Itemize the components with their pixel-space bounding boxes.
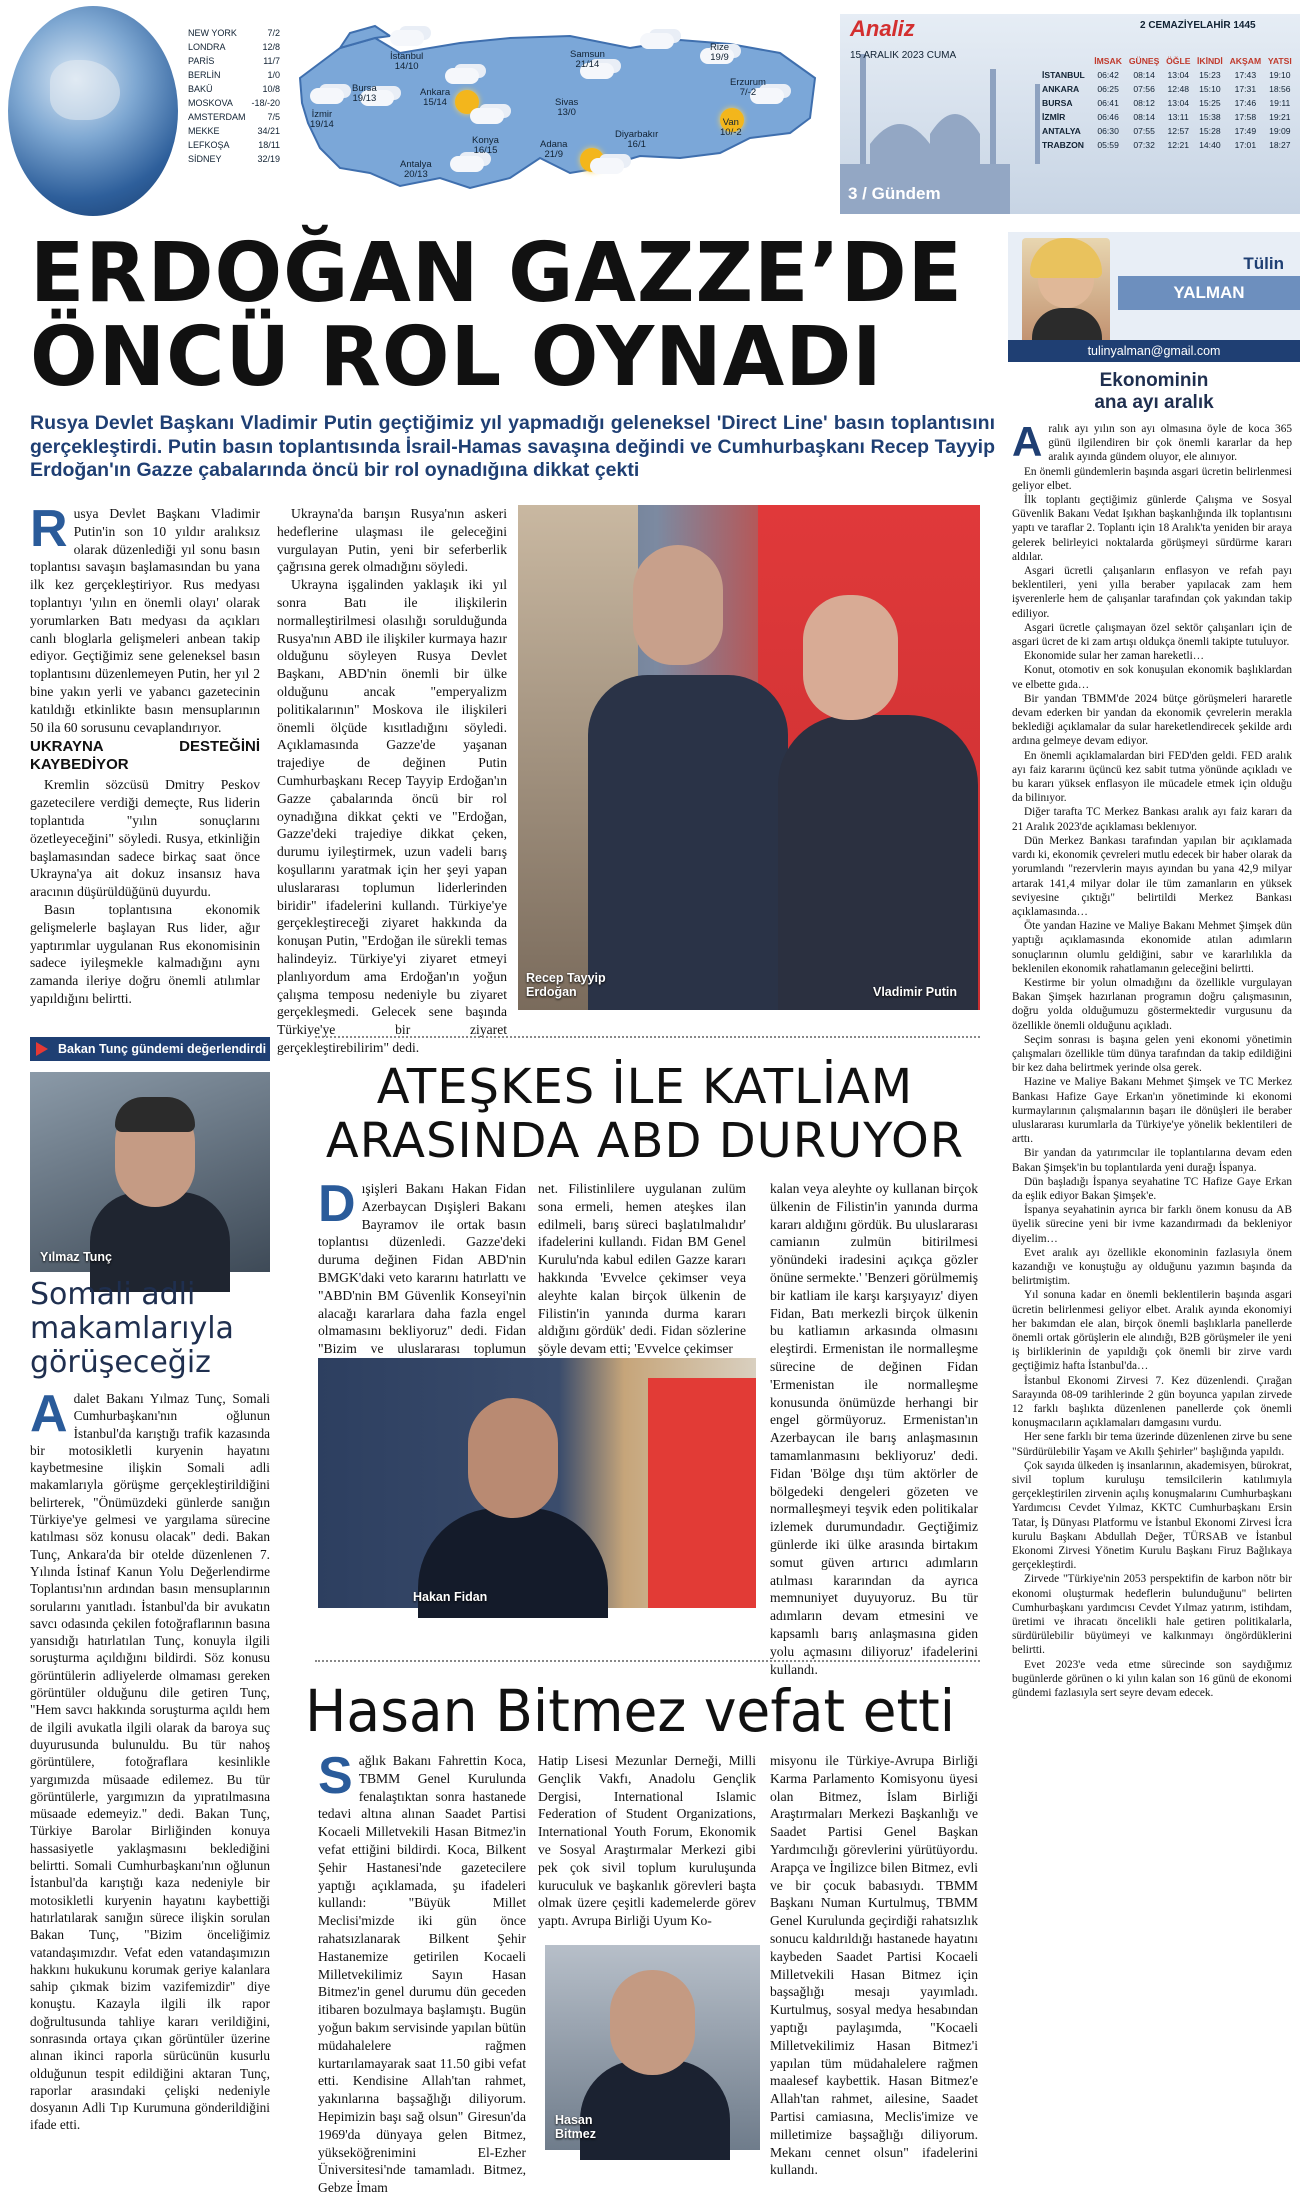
prayer-city: İZMİR (1042, 112, 1066, 122)
weather-row (185, 124, 283, 138)
map-city-izmir: İzmir 19/14 (310, 109, 334, 130)
weather-city: MOSKOVA (188, 98, 233, 108)
prayer-header: İKİNDİ (1196, 56, 1223, 66)
section-label: 3 / Gündem (848, 184, 941, 203)
weather-row (185, 26, 283, 40)
prayer-time: 05:59 (1097, 140, 1119, 150)
fidan-photo (318, 1358, 756, 1608)
column-title: Ekonominin ana ayı aralık (1094, 370, 1214, 413)
prayer-city: TRABZON (1042, 140, 1085, 150)
column-paragraph: Evet aralık ayı özellikle ekonominin fazlasıyla önem kazandığı ve konuştuğu ay olduğunu yazımın başında da belirtmiştim. (1012, 1246, 1292, 1288)
prayer-time: 19:21 (1269, 112, 1291, 122)
column-paragraph: Öte yandan Hazine ve Maliye Bakanı Mehmet Şimşek dün yaptığı açıklamasında ekonomide atılan adımların sonuçlarının olumlu geldiğini, sabır ve kararlılıkla da beklenilen ekonomik rahatlamanın geleceğini belirtti. (1012, 920, 1292, 975)
column-paragraph: Dün başladığı İspanya seyahatine TC Hafize Gaye Erkan da eşlik ediyor Bakan Şimşek'e. (1012, 1175, 1292, 1202)
weather-row (185, 68, 283, 82)
column-paragraph: Ekonomide sular her zaman hareketli… (1024, 650, 1205, 663)
prayer-time: 17:46 (1234, 98, 1257, 108)
bitmez-photo (545, 1945, 760, 2150)
prayer-row (1040, 68, 1295, 82)
column-paragraph: Seçim sonrası is başına gelen yeni ekonomi yönetimin çalışmaları özellikle tüm dünya tarafından da takip edildiğini bir kez daha belirtmek yerinde olsa gerek. (1012, 1033, 1292, 1075)
prayer-city: ANKARA (1042, 84, 1080, 94)
map-city-antalya: Antalya 20/13 (400, 159, 432, 180)
weather-row (185, 82, 283, 96)
photo-caption-erdogan: Recep Tayyip Erdoğan (526, 971, 606, 999)
separator-line (315, 1036, 980, 1038)
prayer-header: İMSAK (1094, 56, 1122, 66)
weather-row (185, 110, 283, 124)
prayer-time: 19:09 (1269, 126, 1291, 136)
photo-caption-putin: Vladimir Putin (873, 985, 958, 999)
column-paragraph: Hazine ve Maliye Bakanı Mehmet Şimşek ve TC Merkez Bankası Hafize Gaye Erkan'ın yönetiminde ki ekonomi kurmaylarının çalışmalarının başarı ile dönüşleri ile beraber uluslararası kurumlarla da Türkiye'ye yönelik beklentileri de arttı. (1012, 1076, 1292, 1146)
masthead-block (840, 14, 1300, 214)
main-headline: ERDOĞAN GAZZE’DE ÖNCÜ ROL OYNADI (30, 226, 963, 405)
world-weather-table (185, 26, 280, 166)
weather-row (185, 138, 283, 152)
prayer-time: 17:31 (1234, 84, 1257, 94)
column-paragraph: Her sene farklı bir tema üzerinde düzenlenen zirve bu sene "Sürdürülebilir Yaşam ve Akıllı Şehirler" başlığında yapıldı. (1012, 1431, 1292, 1458)
map-city-rize: Rize 19/9 (710, 42, 730, 63)
prayer-city: İSTANBUL (1042, 70, 1085, 80)
photo-caption-bitmez: Hasan Bitmez (555, 2113, 596, 2141)
map-city-bursa: Bursa 19/13 (352, 83, 377, 104)
issue-date: 15 ARALIK 2023 CUMA (850, 50, 957, 61)
tunc-tag: Bakan Tunç gündemi değerlendirdi (30, 1037, 270, 1061)
prayer-time: 15:38 (1199, 112, 1221, 122)
prayer-time: 13:11 (1167, 112, 1189, 122)
bitmez-col-2: Hatip Lisesi Mezunlar Derneği, Milli Gençlik Vakfı, Anadolu Gençlik Dergisi, International Islamic Federation of Student Organizations, International Youth Forum, Ekonomik ve Sosyal Araştırmalar Merkezi gibi pek çok sivil toplum kuruluşunda kuruculuk ve başkanlık görevleri başta olmak üzere çeşitli kademelerde görev yaptı. Avrupa Birliği Uyum Ko- (538, 1753, 756, 1929)
main-deck: Rusya Devlet Başkanı Vladimir Putin geçtiğimiz yıl yapmadığı geleneksel 'Direct Line' basın toplantısını gerçekleştirdi. Putin basın toplantısında İsrail-Hamas savaşına değindi ve Cumhurbaşkanı Recep Tayyip Erdoğan'ın Gazze çabalarında öncü bir rol oynadığına dikkat çekti (30, 412, 995, 481)
prayer-time: 13:04 (1167, 98, 1190, 108)
bitmez-col-1: Sağlık Bakanı Fahrettin Koca, TBMM Genel Kurulunda fenalaştıktan sonra hastanede tedavi altına alınan Saadet Partisi Kocaeli Milletvekili Hasan Bitmez'in vefat ettiğini bildirdi. Koca, Bilkent Şehir Hastanesi'nde gazetecilere yaptığı açıklamada, şu ifadeleri kullandı: "Büyük Millet Meclisi'mizde iki gün önce rahatsızlanarak Bilkent Şehir Hastanemize getirilen Kocaeli Milletvekilimiz Sayın Hasan Bitmez'in genel durumu dün geceden itibaren bozulmaya başlamıştı. Bugün yoğun bakım servisinde yapılan bütün müdahalelere rağmen kurtarılamayarak saat 11.50 gibi vefat etti. Kendisine Allah'tan rahmet, yakınlarına başsağlığı diliyorum. Hepimizin başı sağ olsun" Giresun'da 1969'da dünyaya gelen Bitmez, yükseköğrenimini El-Ezher Üniversitesi'nde tamamladı. Bitmez, Gebze İmam (318, 1747, 526, 2196)
author-photo (1022, 238, 1110, 346)
weather-row (185, 96, 283, 110)
weather-temp: 32/19 (257, 154, 281, 164)
prayer-time: 14:40 (1199, 140, 1221, 150)
bitmez-col-3: misyonu ile Türkiye-Avrupa Birliği Karma Parlamento Komisyonu üyesi olan Bitmez, İslam Birliği Araştırmaları Merkezi Başkanlığı ve Saadet Partisi Genel Başkan Yardımcılığı görevlerini yürütüyordu. Arapça ve İngilizce bilen Bitmez, evli ve bir çocuk babasıydı. TBMM Başkanı Numan Kurtulmuş, TBMM Genel Kurulunda geçirdiği rahatsızlık sonucu kaldırıldığı hastanede hayatını kaybeden Saadet Partisi Kocaeli Milletvekili Hasan Bitmez için başsağlığı mesajı yayımladı. Kurtulmuş, sosyal medya hesabından yaptığı paylaşımda, "Kocaeli Milletvekilimiz Hasan Bitmez'i yapılan tüm müdahalelere rağmen maalesef kaybettik. Hasan Bitmez'e Allah'tan rahmet, ailesine, Saadet Partisi camiasına, Meclis'imize ve milletimize başsağlığı diliyorum. Mekanı cennet olsun" ifadelerini kullandı. (770, 1753, 978, 2178)
weather-temp: 7/5 (267, 112, 281, 122)
prayer-row (1040, 124, 1295, 138)
turkey-weather-map (280, 8, 830, 213)
column-paragraph: Yıl sonuna kadar en önemli beklentilerin başında asgari ücretin belirlenmesi geliyor elbet. Aralık ayında ekonomiyi her bakımdan ele alan, birçok önemli başlıklarla panellerde önemli ortak görüşlerin ele alındığı, B2B görüşmeler ile yeni iş birliklerinin de yapıldığı çok önemli bir zirve vardı geçtiğimiz hafta İstanbul'da… (1012, 1289, 1292, 1373)
prayer-time: 17:43 (1234, 70, 1257, 80)
weather-city: LEFKOŞA (188, 140, 230, 150)
prayer-header: AKŞAM (1229, 56, 1262, 66)
map-city-samsun: Samsun 21/14 (570, 49, 605, 70)
weather-row (185, 152, 283, 166)
prayer-time: 12:57 (1167, 126, 1190, 136)
prayer-header: ÖĞLE (1166, 56, 1191, 66)
column-paragraph: Zirvede "Türkiye'nin 2053 perspektifin de karbon nötr bir ekonomi oluşturmak hedeflerin bulunduğunu" belirten Cumhurbaşkanı yardımcısı Cevdet Yılmaz yatırım, istihdam, üretimi ve ihracatı öncelikli hale getiren politikalarla, sürdürülebilir büyümeyi ve kalkınmayı öngördüklerini belirtti. (1012, 1573, 1292, 1657)
prayer-time: 07:56 (1133, 84, 1155, 94)
map-city-erzurum: Erzurum 7/-2 (730, 77, 766, 98)
map-city-sivas: Sivas 13/0 (555, 97, 579, 118)
prayer-time: 17:58 (1234, 112, 1257, 122)
column-paragraph: Evet 2023'e veda etme sürecinde son saydığımız bugünlerde görünen o ki yılın kalan son 16 günü de ekonomi gündemi fazlasıyla sert seyre devam edecek. (1012, 1658, 1292, 1700)
logo[interactable]: Analiz (850, 16, 915, 41)
map-city-van: Van 10/-2 (720, 117, 742, 138)
column-paragraph: Kestirme bir yolun olmadığını da özellikle vurgulayan Bakan Şimşek hazırlanan programın doğru çalışmasının, doğru yolda olduğumuzu göstermektedir vurgusunu da özellikle önemli olduğunu açıkladı. (1012, 976, 1292, 1032)
map-city-istanbul: İstanbul 14/10 (390, 51, 424, 72)
column-header (1008, 232, 1300, 362)
prayer-time: 15:10 (1199, 84, 1221, 94)
author-last-name: YALMAN (1118, 276, 1300, 310)
fidan-col-1: Dışişleri Bakanı Hakan Fidan Azerbaycan Dışişleri Bakanı Bayramov ile ortak basın toplantısı düzenledi. Gazze'deki duruma değinen Fidan ABD'nin BMGK'daki veto kararını hatırlattı ve "ABD'nin BM Güvenlik Konseyi'nin alacağı kararlara daha fazla engel olmamasını bekliyoruz" dedi. Fidan "Bizim ve uluslararası toplumun (318, 1175, 526, 1357)
weather-city: BAKÜ (188, 84, 213, 94)
column-paragraph: İstanbul Ekonomi Zirvesi 7. Kez düzenlendi. Çırağan Sarayında 08-09 tarihlerinde 2 gün boyunca yapılan zirvede 12 farklı başlıkta düzenlenen panellerde çok önemli konuşmacıların açıklamaları damgasını vurdu. (1012, 1374, 1292, 1430)
erdogan-putin-photo (518, 505, 980, 1010)
column-paragraph: Konut, otomotiv en sok konuşulan ekonomik başlıklardan ve elbette gıda… (1012, 664, 1292, 691)
author-email[interactable]: tulinyalman@gmail.com (1008, 340, 1300, 362)
prayer-time: 06:30 (1097, 126, 1119, 136)
separator-line-2 (315, 1660, 980, 1662)
column-paragraph: ralık ayı yılın son ayı olmasına öyle de koca 365 günü ilgilendiren bir çok önemli kararlar da hep aralık ayında gündem oluyor, ele alınıyor. (1048, 423, 1292, 464)
photo-caption-tunc: Yılmaz Tunç (40, 1250, 113, 1264)
prayer-time: 15:23 (1199, 70, 1221, 80)
weather-temp: 18/11 (258, 140, 281, 150)
weather-city: LONDRA (188, 42, 226, 52)
prayer-time: 12:48 (1167, 84, 1190, 94)
column-paragraph: Bir yandan da yatırımcılar ile toplantılarına devam eden Bakan Şimşek'in bu toplantılarda yeni durağı İspanya. (1012, 1147, 1292, 1174)
weather-city: SİDNEY (188, 154, 222, 164)
column-paragraph: Asgari ücretli çalışanların enflasyon ve refah payı beklentileri, yeni yılla beraber yapılacak zam hem işverenlerle hem de çalışanlar tarafından çok yakından takip ediliyor. (1012, 565, 1292, 620)
fidan-headline: ATEŞKES İLE KATLİAM ARASINDA ABD DURUYOR (325, 1059, 965, 1169)
prayer-times-table (1040, 54, 1295, 152)
map-city-konya: Konya 16/15 (472, 135, 499, 156)
prayer-time: 15:28 (1199, 126, 1221, 136)
author-first-name: Tülin (1243, 254, 1284, 273)
prayer-row (1040, 96, 1295, 110)
prayer-time: 08:14 (1133, 70, 1155, 80)
photo-caption-fidan: Hakan Fidan (413, 1590, 488, 1604)
prayer-header: GÜNEŞ (1128, 56, 1160, 66)
column-paragraph: Bir yandan TBMM'de 2024 bütçe görüşmeleri hararetle devam ederken bir yandan da ekonomik çevrelerin merakla beklediği açıklamalar da sular hareketlendirecek şekilde ardı ardına gelmeye devam ediyor. (1012, 692, 1292, 748)
tunc-photo (30, 1072, 270, 1272)
weather-row (185, 40, 283, 54)
map-city-adana: Adana 21/9 (540, 139, 568, 160)
weather-city: PARİS (188, 56, 215, 66)
prayer-time: 18:56 (1269, 84, 1291, 94)
bitmez-headline: Hasan Bitmez vefat etti (305, 1677, 956, 1745)
prayer-time: 06:25 (1097, 84, 1119, 94)
prayer-time: 19:11 (1269, 98, 1291, 108)
column-paragraph: Diğer tarafta TC Merkez Bankası aralık ayı faiz kararı da 21 Aralık 2023'de açıklaması beklenıyor. (1012, 806, 1292, 833)
column-paragraph: En önemli gündemlerin başında asgari ücretin belirlenmesi geliyor elbet. (1012, 465, 1292, 492)
column-paragraph: Dün Merkez Bankası tarafından yapılan bir açıklamada vardı ki, ekonomik çevreleri mutlu edecek bir haber olarak da yorumlandı "rezervlerin mayıs ayından bu yana 42,9 milyar artarak 141,4 milyar dolar ile tüm zamanların en yüksek seviyesine çıktığı" belirtildi Merkez Bankası açıklamasında… (1012, 834, 1292, 918)
prayer-time: 17:01 (1234, 140, 1257, 150)
map-city-diyarbakir: Diyarbakır 16/1 (615, 129, 659, 150)
tunc-body: Adalet Bakanı Yılmaz Tunç, Somali Cumhurbaşkanı'nın oğlunun İstanbul'da karıştığı trafik kazasında bir motosikletli kuryenin hayatını kaybetmesine ilişkin Somali adli makamlarıyla görüşme gerçekleştirildiğini belirterek, "Önümüzdeki günlerde sanığın Türkiye'ye gelmesi ve yargılama sürecine katılması söz konusu olacak" dedi. Bakan Tunç, Ankara'da bir otelde düzenlenen 7. Yılında İstinaf Kanun Yolu Değerlendirme Toplantısı'nın ardından basın mensuplarının sorularını yanıtladı. İstanbul'da bir avukatın savcı odasında çekilen fotoğraflarının basına yansıdığı hatırlatılan Tunç, konuyla ilgili soruşturma açıldığını bildirdi. Söz konusu görüntülerin adliyelerde olmaması gereken görüntüler olduğunu dile getiren Tunç, "Hem savcı hakkında soruşturma açıldı hem de ilgili avukatla ilgili olarak da baroya suç duyurusunda bulunuldu. Bu tür nahoş görüntülere, fotoğraflara kesinlikle yargımızda müsaade edilemez. Bu tür görüntülerle, yargımızın da yıpratılmasına müsaade edemeyiz." dedi. Bakan Tunç, Türkiye Barolar Birliğinden konuya hassasiyetle yaklaşmasını beklediğini belirtti. Somali Cumhurbaşkanı'nın oğlunun İstanbul'da karıştığı kaza nedeniyle bir motosikletli kuryenin hayatını kaybettiği hatırlatılarak sanığın sürece ilişkin sorulan Bakan Tunç, "Bizim önceliğimiz vatandaşımızdır. Vefat eden vatandaşımızın hakkını hukukunu korumak geriye kalanlara sahip çıkmak bizim vazifemizdir" diye konuştu. Kazayla ilgili ilk rapor doğrultusunda tahliye kararı verildiğini, sonrasında ortaya çıkan görüntüler üzerine alınan ikinci raporla sürücünün kusurlu olduğunun tespit edildiğini aktaran Tunç, raporlar arasındaki çelişki nedeniyle dosyanın Adli Tıp Kurumuna gönderildiğini ifade etti. (30, 1385, 270, 2133)
fidan-col-3: kalan veya aleyhte oy kullanan birçok ülkenin de Filistin'in yanında durma kararı aldığını gördük. Bu uluslararası camianın zulmün bitirilmesi yönündeki iradesini açıkça gözler önüne sermekte.' 'Benzeri görülmemiş bir katliam ile karşı karşıyayız' diyen Fidan, Batı merkezli birçok ülkenin bu katliamın arkasında olmasını eleştirdi. Ermenistan ile normalleşme sürecine de değinen Fidan 'Ermenistan ile normalleşme konusunda önümüzde herhangi bir engel görmüyoruz. Ermenistan'ın Azerbaycan ile barış anlaşmasının tamamlanmasını bekliyoruz' dedi. Fidan 'Bölge dışı tüm aktörler de bölgedeki dengeleri gözeten ve normalleşmeyi teşvik eden politikalar izlemek durumundadır. Geçtiğimiz günlerde iki ülke arasında birtakım somut güven artırıcı adımların atılması kararından da ayrıca memnuniyet duyuyoruz. Bu tür adımların devam etmesini ve kapsamlı barış anlaşmasına giden yolu açmasını diliyoruz' ifadelerini kullandı. (770, 1181, 978, 1677)
prayer-row (1040, 138, 1295, 152)
weather-temp: 7/2 (267, 28, 281, 38)
hijri-date: 2 CEMAZİYELAHİR 1445 (1140, 20, 1256, 31)
weather-row (185, 54, 283, 68)
prayer-time: 18:27 (1269, 140, 1291, 150)
fidan-col-2: net. Filistinlilere uygulanan zulüm sona ermeli, hemen ateşkes ilan edilmeli, barış süreci başlatılmalıdır' ifadelerini kullandı. Fidan BM Genel Kurulu'nda kabul edilen Gazze kararı hakkında 'Evvelce çekimser veya aleyhte kalan birçok ülkenin de Filistin'in yanında durma kararı aldığını gördük' dedi. Fidan sözlerine şöyle devam etti; 'Evvelce çekimser (538, 1181, 746, 1357)
column-paragraph: Asgari ücretle çalışmayan özel sektör çalışanları için de asgari ücret de ki zam artışı oldukça önemli takipte tutuluyor. (1012, 621, 1292, 649)
prayer-time: 08:14 (1133, 112, 1155, 122)
prayer-time: 06:41 (1097, 98, 1119, 108)
prayer-time: 06:42 (1097, 70, 1119, 80)
prayer-time: 07:32 (1133, 140, 1155, 150)
prayer-time: 17:49 (1234, 126, 1257, 136)
prayer-city: ANTALYA (1042, 126, 1081, 136)
weather-city: AMSTERDAM (188, 112, 246, 122)
prayer-time: 15:25 (1199, 98, 1221, 108)
main-col-1: Rusya Devlet Başkanı Vladimir Putin'in son 10 yıldır aralıksız olarak düzenlediği yıl sonu basın toplantısı savaşın başlamasından bu yana ilk kez gerçekleştiriyor. Rus medyası toplantıyı 'yılın en önemli olayı' olarak yorumlarken Batı medyası da açıkları canlı bloglarla gelişmeleri anbean takip ediyor. Geçtiğimiz sene geleneksel basın toplantısını düzenlemeyen Putin, her yıl 2 bine yakın yerli ve yabancı gazetecinin katıldığı etkinlikte basın mensuplarının 50 ila 60 sorusunu cevaplandırıyor. UKRAYNA DESTEĞİNİ KAYBEDİYOR Kremlin sözcüsü Dmitry Peskov gazetecilere verdiği demeçte, Rus liderin toplantıda "yılın sonuçlarını özetleyeceğini" söyledi. Rusya, etkinliğin başlamasından sadece birkaç saat önce Ukrayna'ya ait dokuz insansız hava aracının düşürüldüğünü duyurdu. Basın toplantısına ekonomik gelişmelerle başlayan Rus lider, ağır yaptırımlar uygulanan Rus ekonomisinin sadece iyileşmekle kalmadığını aynı zamanda ileriye doğru önemli atılımlar yapıldığını belirtti. (30, 500, 260, 1006)
column-paragraph: İspanya seyahatinin ayrıca bir farklı önem konusu da AB üyelik sürecine yeni bir ivme kazandırmadı da bekleniyor diyelim… (1012, 1204, 1292, 1245)
column-paragraph: Çok sayıda ülkeden iş insanlarının, akademisyen, bürokrat, sivil toplum kuruluşu temsilcilerin katılımıyla gerçekleştirilen zirvenin açılış konuşmalarını Cumhurbaşkanı Yardımcısı Cevdet Yılmaz, KKTC Cumhurbaşkanı Ersin Tatar, İş Dünyası Platformu ve İstanbul Ekonomi Zirvesi İcra kurulu Başkanı Abdullah Değer, TÜRSAB ve İstanbul Ekonomi Zirvesi Yönetim Kurulu Başkanı Firuz Bağlıkaya gerçekleştirdi. (1012, 1459, 1292, 1572)
weather-temp: 1/0 (267, 70, 281, 80)
weather-temp: 10/8 (262, 84, 281, 94)
main-col-2: Ukrayna'da barışın Rusya'nın askeri hedeflerine ulaşması ile geleceğini vurgulayan Putin, yeni bir seferberlik çağrısına gerek olmadığını söyledi. Ukrayna işgalinden yaklaşık iki yıl sonra Batı ile ilişkilerin normalleştirilmesi olasılığı sorulduğunda Rusya'nın ABD ile ilişkiler kurmaya hazır olduğunu söyleyen Rusya Devlet Başkanı, ABD'nin önemli bir ülke olduğunu ancak "emperyalizm politikalarının" Moskova ile ilişkileri önemli ölçüde kısıtladığını söyledi. Açıklamasında Gazze'de yaşanan trajediye de değinen Putin Cumhurbaşkanı Recep Tayyip Erdoğan'ın Gazze çabalarında öncü bir rol oynadığına dikkat çekti ve "Erdoğan, Gazze'deki trajediye dikkat çeken, durumu iyileştirmek, uzun vadeli barış koşullarını yaratmak için her şeyi yapan uluslararası toplumun liderlerinden biridir" ifadelerini kullandı. Türkiye'ye gerçekleştireceği ziyaret hakkında da konuşan Putin, "Erdoğan ile sürekli temas halindeyiz. Türkiye'yi ziyaret etmeyi planlıyordum ama Erdoğan'ın yoğun çalışma temposu nedeniyle bu ziyaret gerçekleşmedi. Gelecek sene başında Türkiye'ye bir ziyaret gerçekleştirebilirim" dedi. (277, 506, 507, 1055)
prayer-city: BURSA (1042, 98, 1073, 108)
prayer-time: 13:04 (1167, 70, 1190, 80)
column-paragraph: İlk toplantı geçtiğimiz günlerde Çalışma ve Sosyal Güvenlik Bakanı Vedat Işıkhan başkanlığında ilk toplantısını yaptı ve taraflar 2. Toplantı için 18 Aralık'ta yeniden bir araya gelerek belirleyici noktalarda görüşmeyi sürdürme kararı aldılar. (1012, 494, 1292, 563)
column-paragraph: En önemli açıklamalardan biri FED'den geldi. FED aralık ayı faiz kararını üçüncü kez sabit tutma yönünde açıkladı ve bu kararı yüksek enflasyon ile mücadele etmek için olduğu da bilinıyor. (1012, 749, 1292, 805)
weather-temp: 11/7 (263, 56, 281, 66)
prayer-time: 07:55 (1133, 126, 1155, 136)
prayer-time: 12:21 (1167, 140, 1190, 150)
weather-temp: 34/21 (257, 126, 281, 136)
tunc-headline: Somali adli makamlarıyla görüşeceğiz (30, 1277, 234, 1380)
tag-arrow-icon (36, 1042, 48, 1056)
column-body: A ralık ayı yılın son ayı olmasına öyle de koca 365 günü ilgilendiren bir çok önemli kararlar da hep aralık ayında gündem oluyor, ele alınıyor. En önemli gündemlerin başında asgari ücretin belirlenmesi geliyor elbet. İlk toplantı geçtiğimiz günlerde Çalışma ve Sosyal Güvenlik Bakanı Vedat Işıkhan başkanlığında ilk toplantısını yaptı ve taraflar 2. Toplantı için 18 Aralık'ta yeniden bir araya gelerek belirleyici noktalarda görüşmeyi sürdürme kararı aldılar. Asgari ücretli çalışanların enflasyon ve refah payı beklentileri, yeni yılla beraber yapılacak zam hem işverenlerle hem de çalışanlar tarafından çok yakından takip ediliyor. Asgari ücretle çalışmayan özel sektör çalışanları için de asgari ücret de ki zam artışı oldukça önemli takipte tutuluyor. Ekonomide sular her zaman hareketli… Konut, otomotiv en sok konuşulan ekonomik başlıklardan ve elbette gıda… Bir yandan TBMM'de 2024 bütçe görüşmeleri hararetle devam ederken bir yandan da ekonomik çevrelerin merakla beklediği açıklamalar da sular hareketlendirecek şekilde ardı ardına gelmeye devam ediyor. En önemli açıklamalardan biri FED'den geldi. FED aralık ayı faiz kararını üçüncü kez sabit tutma yönünde açıkladı ve bu kararı yüksek enflasyon ile mücadele etmek için olduğu da bilinıyor. Diğer tarafta TC Merkez Bankası aralık ayı faiz kararı da 21 Aralık 2023'de açıklaması beklenıyor. Dün Merkez Bankası tarafından yapılan bir açıklamada vardı ki, ekonomik çevreleri mutlu edecek bir haber olarak da yorumlandı "rezervlerin mayıs ayından bu yana 42,9 milyar artarak 141,4 milyar dolar ile tüm zamanların en yüksek seviyesine çıktığı" belirtildi Merkez Bankası açıklamasında… Öte yandan Hazine ve Maliye Bakanı Mehmet Şimşek dün yaptığı açıklamasında ekonomide atılan adımların sonuçlarının olumlu geldiğini, sabır ve kararlılıkla da beklenilen ekonomik rahatlamanın geleceğini belirtti. Kestirme bir yolun olmadığını da özellikle vurgulayan Bakan Şimşek hazırlanan programın doğru çalışmasının, doğru yolda olduğumuzu göstermektedir vurgusunu da özellikle önemli olduğunu açıkladı. Seçim sonrası is başına gelen yeni ekonomi yönetimin çalışmaları özellikle tüm dünya tarafından da takip edildiğini bir kez daha belirtmek yerinde olsa gerek. Hazine ve Maliye Bakanı Mehmet Şimşek ve TC Merkez Bankası Hafize Gaye Erkan'ın yönetiminde ki ekonomi kurmaylarının çalışmalarının başarı ile dönüşleri ile beraber uluslararası kurumlarla da Türkiye'ye yönelik beklentileri de arttı. Bir yandan da yatırımcılar ile toplantılarına devam eden Bakan Şimşek'in bu toplantılarda yeni durağı İspanya. Dün başladığı İspanya seyahatine TC Hafize Gaye Erkan da eşlik ediyor Bakan Şimşek'e. İspanya seyahatinin ayrıca bir farklı önem konusu da AB üyelik sürecine yeni bir ivme kazandırmadı da bekleniyor diyelim… Evet aralık ayı özellikle ekonominin fazlasıyla önem kazandığı ve konuştuğu ay olduğunu yazımın başında da belirtmiştim. Yıl sonuna kadar en önemli beklentilerin başında asgari ücretin belirlenmesi geliyor elbet. Aralık ayında ekonomiyi her bakımdan ele alan, birçok önemli başlıklarla panellerde önemli ortak görüşlerin ele alındığı, B2B görüşmeler ile yeni iş birliklerinin de yapıldığı çok önemli bir zirve vardı geçtiğimiz hafta İstanbul'da… İstanbul Ekonomi Zirvesi 7. Kez düzenlendi. Çırağan Sarayında 08-09 tarihlerinde 2 gün boyunca yapılan zirvede 12 farklı başlıkta düzenlenen panellerde çok önemli konuşmacıların açıklamaları damgasını vurdu. Her sene farklı bir tema üzerinde düzenlenen zirve bu sene "Sürdürülebilir Yaşam ve Akıllı Şehirler" başlığında yapıldı. Çok sayıda ülkeden iş insanlarının, akademisyen, bürokrat, sivil toplum kuruluşu temsilcilerin katılımıyla gerçekleştirilen zirvenin açılış konuşmalarını Cumhurbaşkanı Yardımcısı Cevdet Yılmaz, KKTC Cumhurbaşkanı Ersin Tatar, İş Dünyası Platformu ve İstanbul Ekonomi Zirvesi İcra kurulu Başkanı Abdullah Değer, TÜRSAB ve İstanbul Ekonomi Zirvesi Yönetim Kurulu Başkanı Firuz Bağlıkaya gerçekleştirdi. Zirvede "Türkiye'nin 2053 perspektifin de karbon nötr bir ekonomi oluşturmak hedeflerin bulunduğunu" belirten Cumhurbaşkanı yardımcısı Cevdet Yılmaz yatırım, istihdam, üretimi ve ihracatı öncelikli hale getiren politikalarla, sürdürülebilir büyümeyi ve kalkınmayı öngördüklerini belirtti. Evet 2023'e veda etme sürecinde son saydığımız bugünlerde görünen o ki yılın kalan son 16 günü de ekonomi gündemi fazlasıyla sert seyre devam edecek. (1012, 418, 1292, 1700)
prayer-time: 08:12 (1133, 98, 1155, 108)
map-city-ankara: Ankara 15/14 (420, 87, 451, 108)
prayer-row (1040, 110, 1295, 124)
prayer-time: 19:10 (1269, 70, 1291, 80)
weather-temp: 12/8 (262, 42, 281, 52)
prayer-header: YATSI (1267, 56, 1292, 66)
weather-city: NEW YORK (188, 28, 237, 38)
prayer-row (1040, 82, 1295, 96)
weather-temp: -18/-20 (251, 98, 281, 108)
weather-city: MEKKE (188, 126, 220, 136)
weather-city: BERLİN (188, 70, 221, 80)
prayer-time: 06:46 (1097, 112, 1119, 122)
